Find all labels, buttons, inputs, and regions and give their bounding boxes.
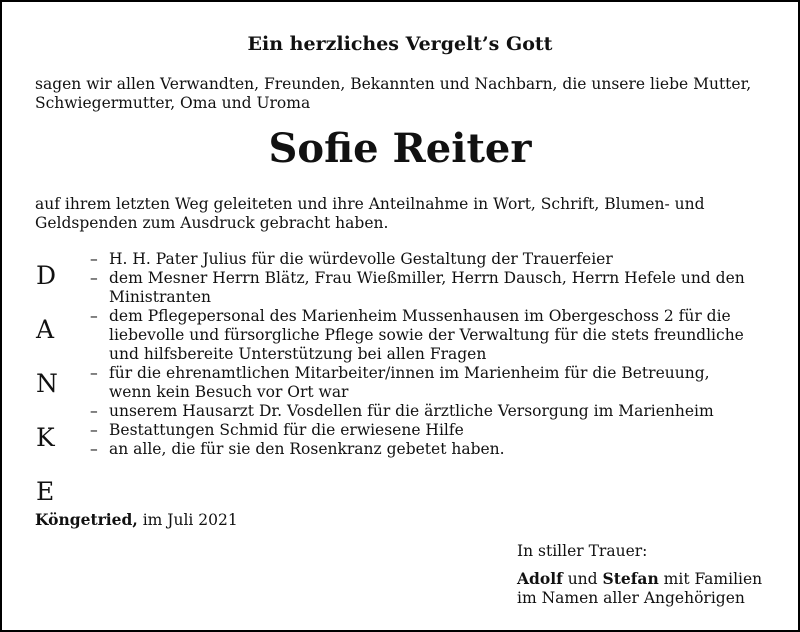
signature-name-2: Stefan — [602, 569, 659, 588]
danke-letter: N — [36, 369, 58, 398]
acknowledgement-line: auf ihrem letzten Weg geleiteten und ihre Anteilnahme in Wort, Schrift, Blumen- und — [35, 195, 705, 213]
signature-name-1: Adolf — [517, 569, 563, 588]
thanks-item — [90, 307, 780, 364]
thanks-item — [90, 421, 780, 440]
mourning-label: In stiller Trauer: — [517, 542, 648, 560]
signature-and: und — [567, 570, 598, 588]
thanks-item-line: dem Mesner Herrn Blätz, Frau Wießmiller, Herrn Dausch, Herrn Hefele und den — [109, 269, 745, 287]
thanks-item-line: dem Pflegepersonal des Marienheim Mussenhausen im Obergeschoss 2 für die — [109, 307, 731, 325]
dash-bullet: – — [90, 364, 98, 382]
thanks-item-line: H. H. Pater Julius für die würdevolle Gestaltung der Trauerfeier — [109, 250, 613, 268]
notice-heading: Ein herzliches Vergelt’s Gott — [247, 33, 553, 55]
thanks-item — [90, 250, 780, 269]
signature — [517, 569, 762, 608]
thanks-item-line: für die ehrenamtlichen Mitarbeiter/innen im Marienheim für die Betreuung, — [109, 364, 710, 382]
intro-line: sagen wir allen Verwandten, Freunden, Bekannten und Nachbarn, die unsere liebe Mutter, — [35, 75, 752, 93]
thanks-item-line: Ministranten — [109, 288, 211, 306]
dash-bullet: – — [90, 269, 98, 287]
dash-bullet: – — [90, 250, 98, 268]
signature-rest: mit Familien — [663, 570, 763, 588]
dash-bullet: – — [90, 402, 98, 420]
thanks-item-line: Bestattungen Schmid für die erwiesene Hilfe — [109, 421, 464, 439]
signature-line-2: im Namen aller Angehörigen — [517, 589, 745, 607]
dash-bullet: – — [90, 440, 98, 458]
dash-bullet: – — [90, 307, 98, 325]
intro-text — [35, 75, 775, 113]
danke-letter: K — [36, 423, 55, 452]
thanks-item — [90, 269, 780, 307]
danke-letters — [36, 249, 66, 519]
signature-line-1 — [517, 569, 762, 589]
danke-letter: D — [36, 261, 57, 290]
thanks-list — [90, 250, 780, 459]
deceased-name: Sofie Reiter — [268, 125, 532, 172]
intro-line: Schwiegermutter, Oma und Uroma — [35, 94, 311, 112]
danke-letter: A — [36, 315, 55, 344]
date: im Juli 2021 — [142, 511, 238, 529]
thanks-item-line: liebevolle und fürsorgliche Pflege sowie der Verwaltung für die stets freundliche — [109, 326, 744, 344]
thanks-item — [90, 364, 780, 402]
thanks-item-line: an alle, die für sie den Rosenkranz gebetet haben. — [109, 440, 505, 458]
thanks-item — [90, 440, 780, 459]
acknowledgement-line: Geldspenden zum Ausdruck gebracht haben. — [35, 214, 389, 232]
place-date — [35, 510, 238, 530]
thanks-item-line: unserem Hausarzt Dr. Vosdellen für die ärztliche Versorgung im Marienheim — [109, 402, 714, 420]
thanks-item-line: wenn kein Besuch vor Ort war — [109, 383, 349, 401]
acknowledgement-text — [35, 195, 775, 233]
thanks-item — [90, 402, 780, 421]
thanks-item-line: und hilfsbereite Unterstützung bei allen Fragen — [109, 345, 487, 363]
dash-bullet: – — [90, 421, 98, 439]
danke-letter: E — [36, 477, 55, 506]
place: Köngetried, — [35, 510, 138, 529]
